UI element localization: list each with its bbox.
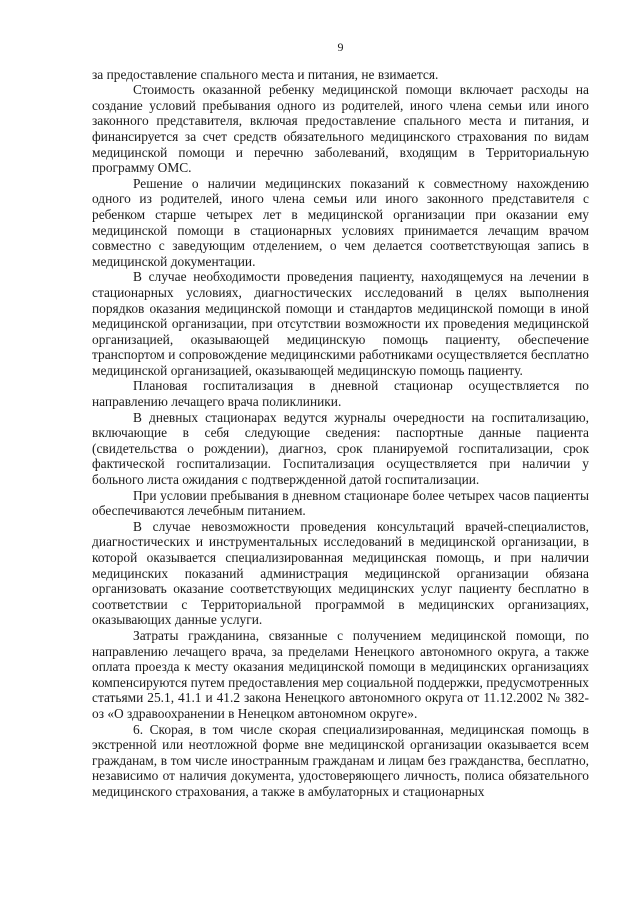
- paragraph: В случае невозможности проведения консультаций врачей-специалистов, диагностических и инструментальных исследований в медицинской организации, в которой оказывается специализированная медицинская помощь, и при наличии медицинских показаний администрация медицинской организации обязана организовать оказание соответствующих медицинских услуг пациенту бесплатно в соответствии с Территориальной программой в медицинских организациях, оказывающих данные услуги.: [92, 518, 589, 628]
- paragraph: Плановая госпитализация в дневной стационар осуществляется по направлению лечащего врача поликлиники.: [92, 378, 589, 410]
- paragraph: Стоимость оказанной ребенку медицинской помощи включает расходы на создание условий пребывания одного из родителей, иного члена семьи или иного законного представителя, включая предоставление спального места и питания, и финансируется за счет средств обязательного медицинского страхования по видам медицинской помощи и перечню заболеваний, входящим в Территориальную программу ОМС.: [92, 82, 589, 176]
- paragraph: Решение о наличии медицинских показаний к совместному нахождению одного из родителей, иного члена семьи или иного законного представителя с ребенком старше четырех лет в медицинской организации при оказании ему медицинской помощи в стационарных условиях принимается лечащим врачом совместно с заведующим отделением, о чем делается соответствующая запись в медицинской документации.: [92, 175, 589, 269]
- document-page: [92, 40, 589, 800]
- paragraph: за предоставление спального места и питания, не взимается.: [92, 66, 439, 82]
- paragraph: В случае необходимости проведения пациенту, находящемуся на лечении в стационарных условиях, диагностических исследований в целях выполнения порядков оказания медицинской помощи и стандартов медицинской помощи в иной медицинской организации, при отсутствии возможности их проведения медицинской организацией, оказывающей медицинскую помощь пациенту, обеспечение транспортом и сопровождение медицинскими работниками осуществляется бесплатно медицинской организацией, оказывающей медицинскую помощь пациенту.: [92, 269, 589, 378]
- paragraph: Затраты гражданина, связанные с получением медицинской помощи, по направлению лечащего врача, за пределами Ненецкого автономного округа, а также оплата проезда к месту оказания медицинской помощи в медицинских организациях компенсируются путем предоставления мер социальной поддержки, предусмотренных статьями 25.1, 41.1 и 41.2 закона Ненецкого автономного округа от 11.12.2002 № 382-оз «О здравоохранении в Ненецком автономном округе».: [92, 627, 589, 721]
- page-number: 9: [337, 40, 344, 54]
- paragraph: 6. Скорая, в том числе скорая специализированная, медицинская помощь в экстренной или неотложной форме вне медицинской организации оказывается всем гражданам, в том числе иностранным гражданам и лицам без гражданства, бесплатно, независимо от наличия документа, удостоверяющего личность, полиса обязательного медицинского страхования, а также в амбулаторных и стационарных: [92, 721, 589, 799]
- paragraph: При условии пребывания в дневном стационаре более четырех часов пациенты обеспечиваются лечебным питанием.: [92, 487, 589, 519]
- paragraph: В дневных стационарах ведутся журналы очередности на госпитализацию, включающие в себя следующие сведения: паспортные данные пациента (свидетельства о рождении), диагноз, срок планируемой госпитализации, срок фактической госпитализации. Госпитализация осуществляется при наличии у больного листа ожидания с подтвержденной датой госпитализации.: [92, 409, 589, 488]
